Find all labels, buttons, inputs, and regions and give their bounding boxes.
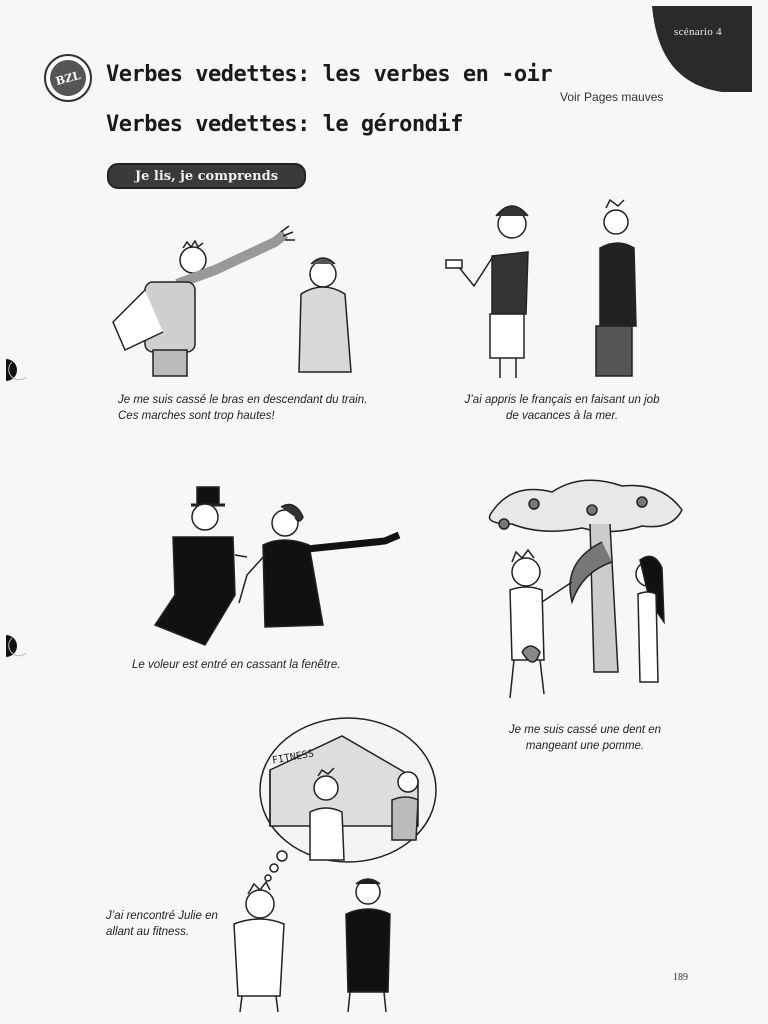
bzl-badge (44, 54, 92, 102)
caption-panel-4: Je me suis cassé une dent en mangeant une pomme. (508, 724, 662, 752)
fitness-sign: FITNESS (271, 748, 315, 767)
reference-pages-mauves: Voir Pages mauves (560, 90, 664, 104)
caption-panel-3: Le voleur est entré en cassant la fenêtre. (132, 659, 341, 671)
caption-panel-2: J’ai appris le français en faisant un job de vacances à la mer. (464, 394, 660, 422)
binder-hole-icon (2, 633, 28, 659)
illustration-fitness (222, 716, 437, 1016)
section-label: Je lis, je comprends (134, 168, 279, 184)
title-verbes-oir: Verbes vedettes: les verbes en -oir (106, 62, 553, 87)
corner-label: scénario 4 (674, 26, 722, 38)
illustration-summer-job (440, 196, 650, 382)
scenario-corner-tab (652, 6, 752, 92)
binder-hole-icon (2, 357, 28, 383)
corner-tab-shape (652, 6, 752, 92)
caption-panel-1: Je me suis cassé le bras en descendant du train. Ces marches sont trop hautes! (118, 394, 368, 422)
badge-label: BZL (46, 56, 90, 100)
illustration-apple-tree (482, 482, 687, 707)
illustration-thief (135, 485, 410, 650)
section-pill (107, 163, 306, 189)
page-number: 189 (673, 972, 688, 983)
title-gerondif: Verbes vedettes: le gérondif (106, 112, 463, 137)
caption-panel-5: J’ai rencontré Julie en allant au fitness. (106, 910, 218, 938)
illustration-broken-arm (105, 222, 375, 382)
